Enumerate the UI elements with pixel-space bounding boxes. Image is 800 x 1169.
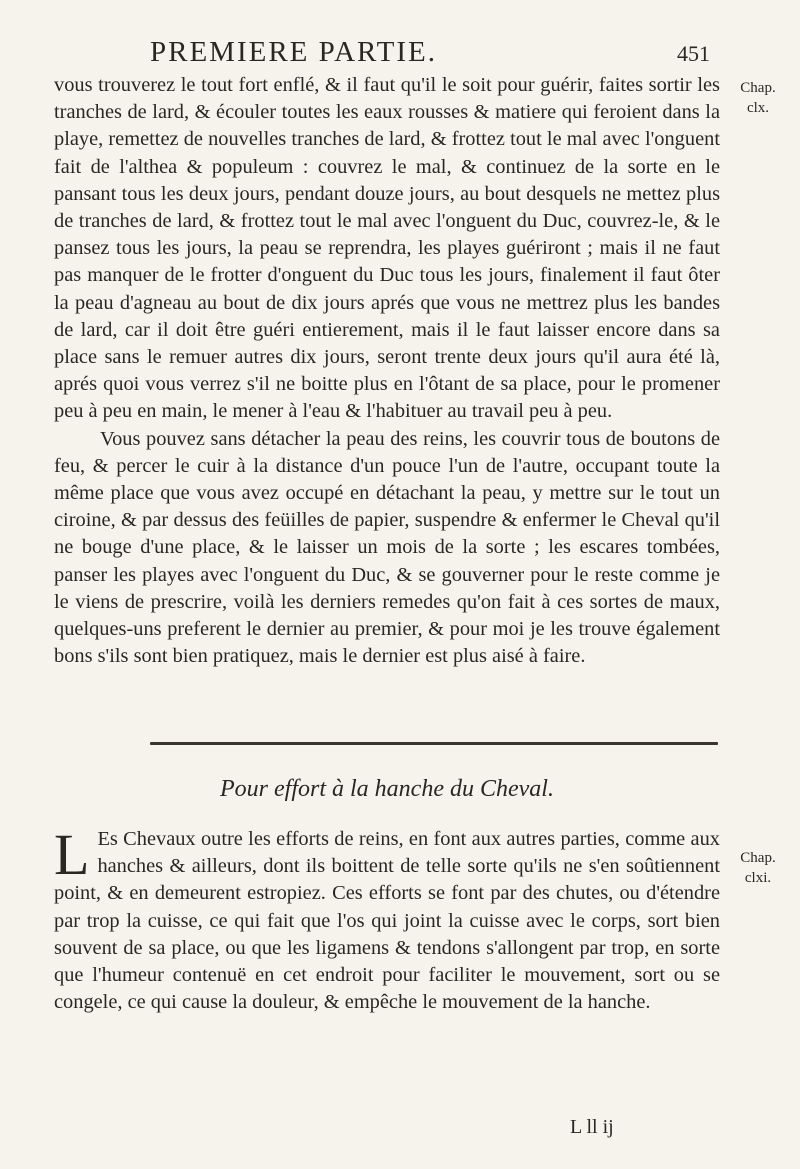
- section-heading: Pour effort à la hanche du Cheval.: [220, 776, 554, 802]
- section-paragraph: [54, 822, 720, 1016]
- margin-note-chapter-160: Chap. clx.: [740, 80, 776, 116]
- margin-note-chapter-161: Chap. clxi.: [740, 850, 776, 886]
- main-text: [54, 72, 720, 670]
- page-number: 451: [677, 41, 710, 66]
- section-paragraph-text: Es Chevaux outre les efforts de reins, en font aux autres parties, comme aux hanches & ailleurs, dont ils boittent de telle sorte qu'ils ne s'en soûtiennent point, & en demeurent estropiez. Ces efforts se font par des chutes, ou d'étendre par trop la cuisse, ce qui fait que l'os qui joint la cuisse avec le corps, sort bien souvent de sa place, ou que les ligamens & tendons s'allongent par trop, en sorte que l'humeur contenuë en cet endroit pour faciliter le mouvement, sort ou se congele, ce qui cause la douleur, & empêche le mouvement de la hanche.: [54, 828, 720, 1014]
- paragraph-continuation: vous trouverez le tout fort enflé, & il faut qu'il le soit pour guérir, faites sortir les tranches de lard, & écouler toutes les eaux rousses & matiere qui feroient dans la playe, remettez de nouvelles tranches de lard, & frottez tout le mal avec l'onguent fait de l'althea & populeum : couvrez le mal, & continuez de la sorte en le pansant tous les deux jours, pendant douze jours, au bout desquels ne mettez plus de tranches de lard, & frottez tout le mal avec l'onguent du Duc, couvrez-le, & le pansez tous les jours, la peau se reprendra, les playes guériront ; mais il ne faut pas manquer de le frotter d'onguent du Duc tous les jours, finalement il faut ôter la peau d'agneau au bout de dix jours aprés que vous ne mettrez plus les bandes de lard, car il doit être guéri entierement, mais il le faut laisser encore dans sa place sans le remuer autres dix jours, seront trente deux jours qu'il aura été là, aprés quoi vous verrez s'il ne boitte plus en l'ôtant de sa place, pour le promener peu à peu en main, le mener à l'eau & l'habituer au travail peu à peu.: [54, 74, 720, 423]
- running-head: [150, 36, 710, 70]
- section-text: [54, 822, 720, 1016]
- running-title: PREMIERE PARTIE.: [150, 36, 437, 68]
- section-divider: [150, 742, 718, 745]
- paragraph-alternative-remedy: Vous pouvez sans détacher la peau des reins, les couvrir tous de boutons de feu, & percer le cuir à la distance d'un pouce l'un de l'autre, occupant toute la même place que vous avez occupé en détachant la peau, y mettre sur le tout un ciroine, & par dessus des feüilles de papier, suspendre & enfermer le Cheval qu'il ne bouge d'une place, & le laisser un mois de la sorte ; les escares tombées, panser les playes avec l'onguent du Duc, & se gouverner pour le reste comme je le viens de prescrire, voilà les derniers remedes qu'on fait à ces sortes de maux, quelques-uns preferent le dernier au premier, & pour moi je les trouve également bons s'ils sont bien pratiquez, mais le dernier est plus aisé à faire.: [54, 427, 720, 668]
- drop-cap: L: [54, 822, 90, 887]
- signature-mark: L ll ij: [570, 1116, 614, 1138]
